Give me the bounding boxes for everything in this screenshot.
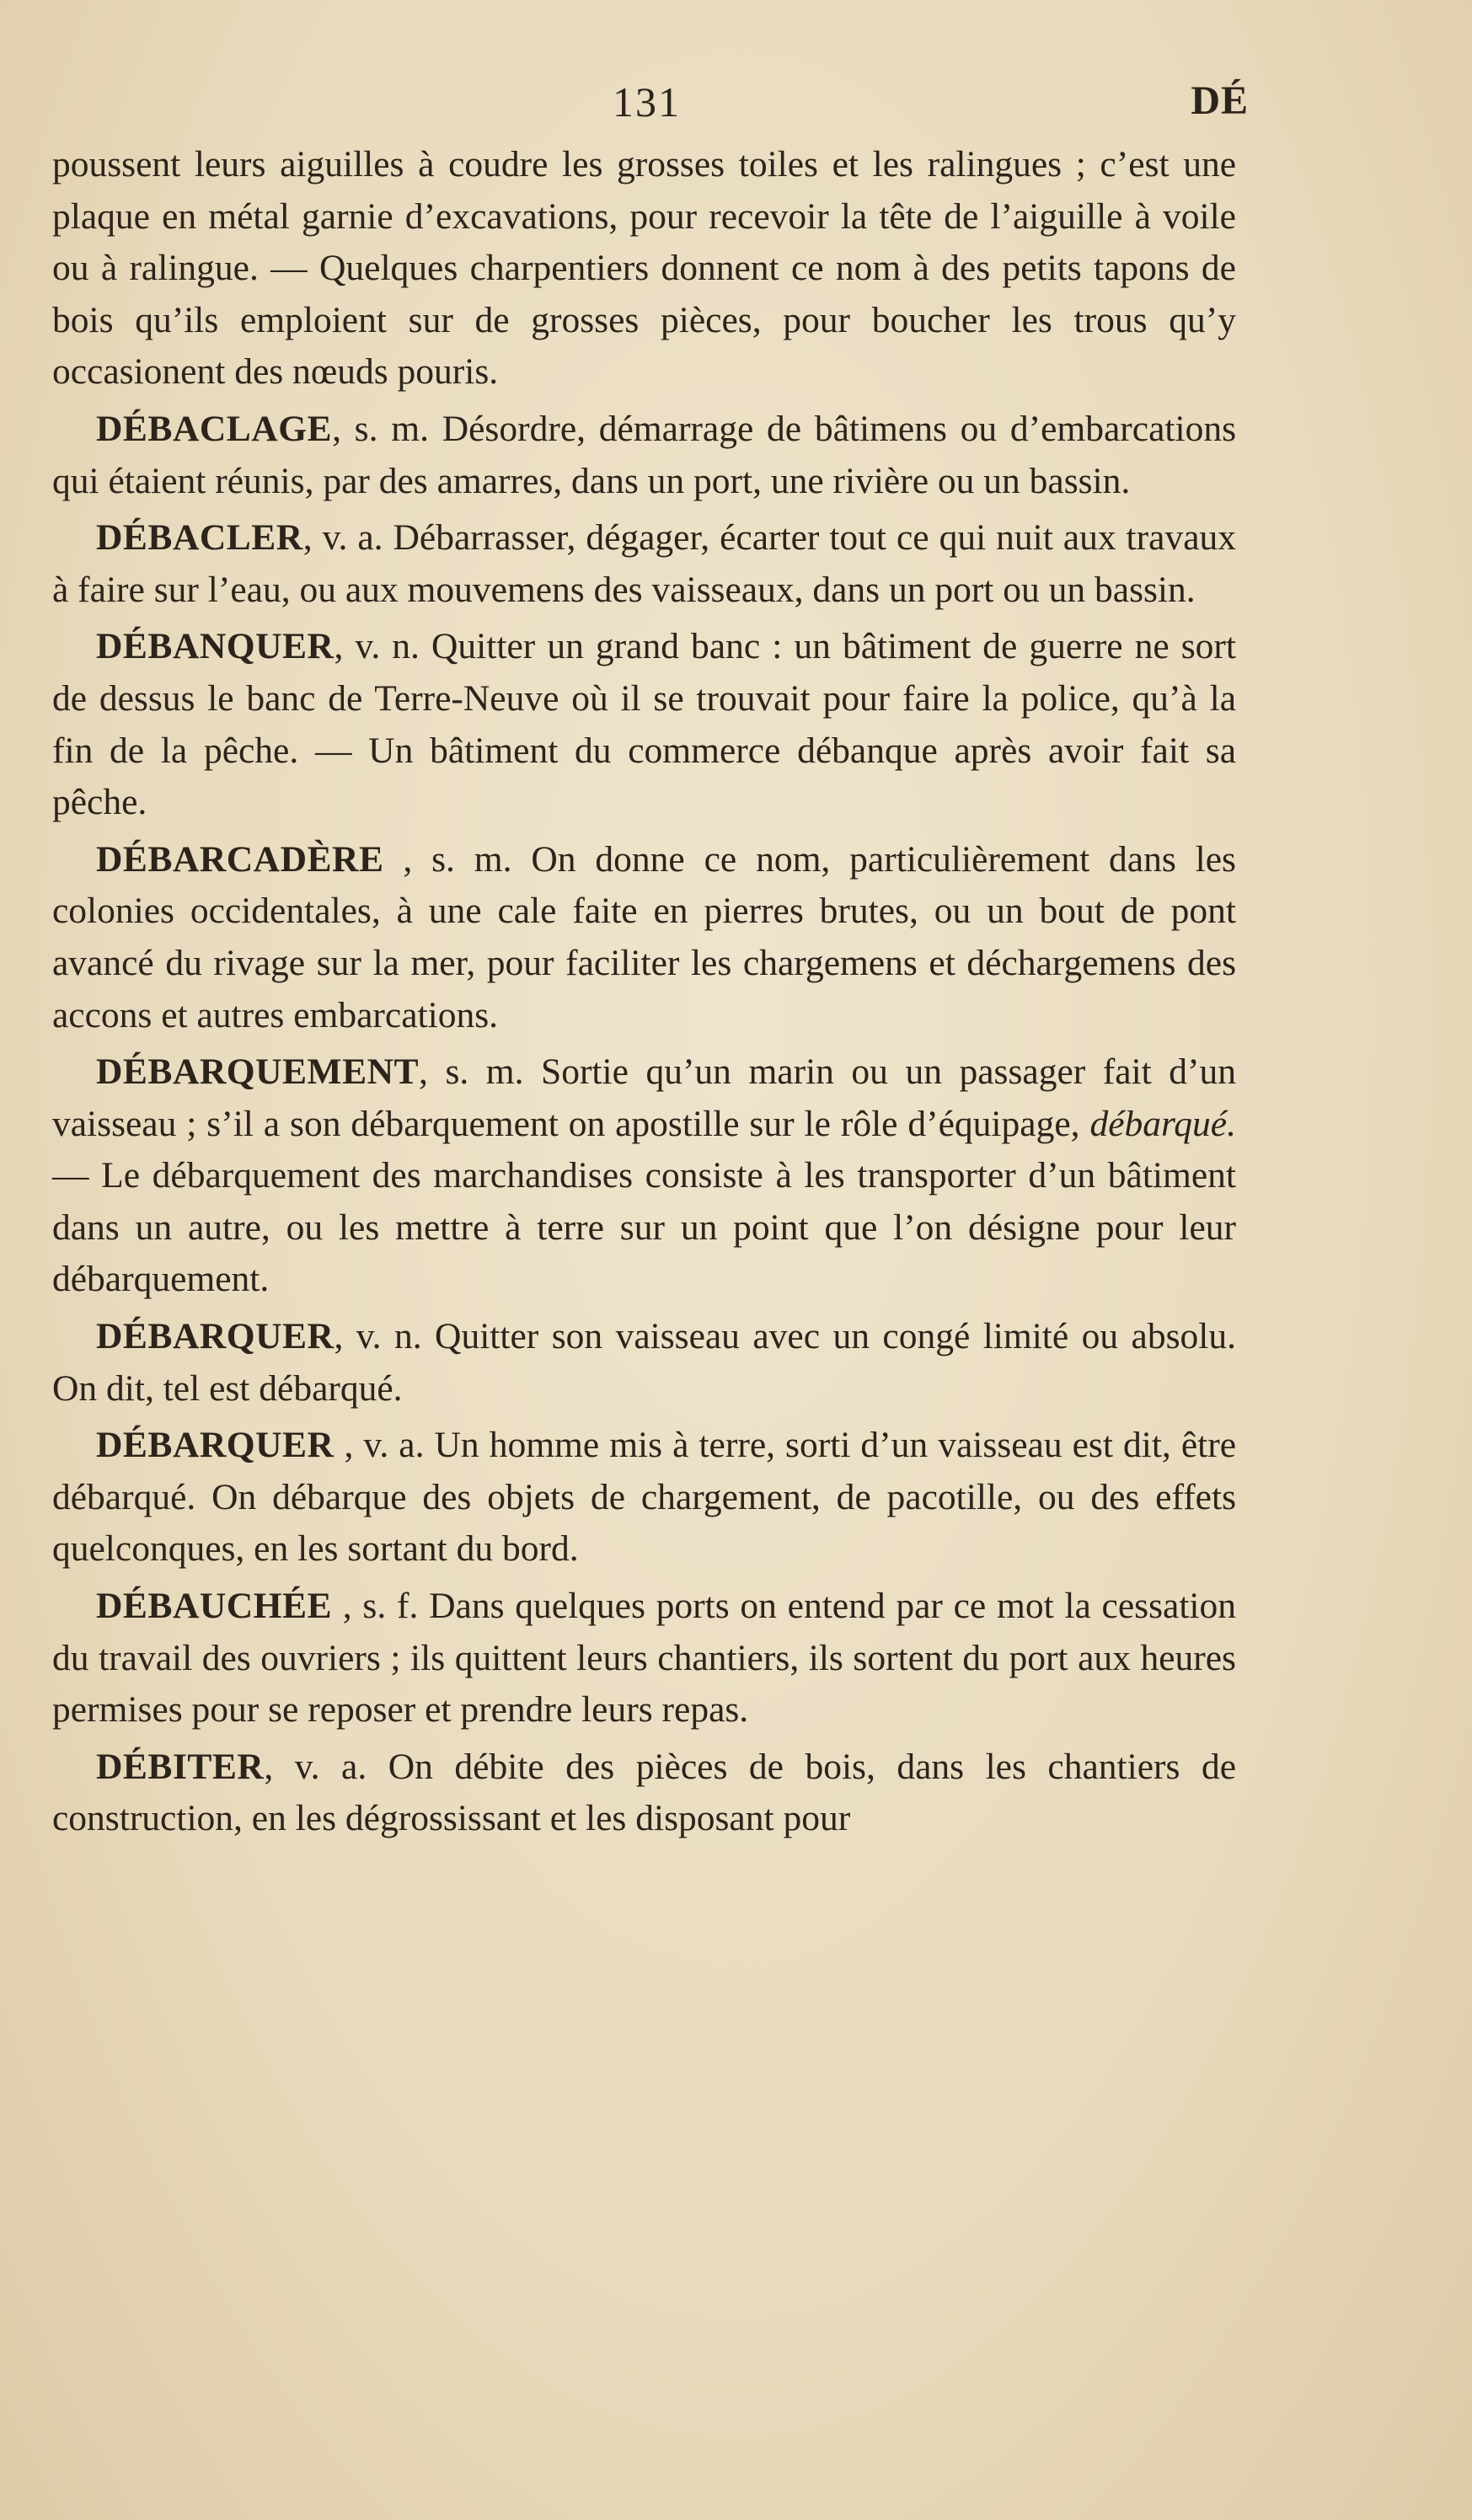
headword: DÉBARQUEMENT — [96, 1051, 420, 1093]
headword: DÉBARQUER — [96, 1425, 335, 1466]
headword: DÉBACLER — [96, 517, 303, 559]
headword: DÉBACLAGE — [96, 408, 333, 449]
continuation-paragraph: poussent leurs aiguilles à coudre les grosses toiles et les ralingues ; c’est une plaque en métal garnie d’excavations, pour recevoir la tête de l’aiguille à voile ou à ralingue. — Quelques charpentiers donnent ce nom à des petits tapons de bois qu’ils emploient sur de grosses pièces, pour boucher les trous qu’y occasionent des nœuds pouris. — [52, 144, 1236, 393]
grammar: , v. n. — [334, 626, 420, 667]
page-number: 131 — [613, 78, 681, 126]
definition: Débarrasser, dégager, écarter tout ce qui nuit aux travaux à faire sur l’eau, ou aux mouvemens des vaisseaux, dans un port ou un bassin. — [52, 517, 1236, 610]
headword: DÉBANQUER — [96, 626, 335, 667]
headword: DÉBARCADÈRE — [96, 838, 384, 880]
grammar: , v. a. — [264, 1746, 367, 1787]
grammar: , v. a. — [302, 517, 383, 559]
entry-debanquer — [52, 621, 1236, 828]
entry-debarcadere — [52, 834, 1236, 1041]
headword: DÉBAUCHÉE — [96, 1586, 333, 1627]
italic-term: débarqué. — [1089, 1103, 1236, 1144]
definition: Sortie qu’un marin ou un passager fait d’un vaisseau ; s’il a son débarquement on apostille sur le rôle d’équipage, — [52, 1051, 1236, 1144]
entry-debauchee — [52, 1581, 1236, 1736]
grammar: , s. m. — [332, 408, 429, 449]
grammar: , s. m. — [419, 1051, 524, 1093]
headword: DÉBITER — [96, 1746, 265, 1787]
definition: Quitter un grand banc : un bâtiment de guerre ne sort de dessus le banc de Terre-Neuve où il se trouvait pour faire la police, qu’à la fin de la pêche. — Un bâtiment du commerce débanque après avoir fait sa pêche. — [52, 626, 1236, 823]
entry-debarquer-va — [52, 1420, 1236, 1576]
grammar: , s. m. — [383, 838, 512, 880]
definition: Un homme mis à terre, sorti d’un vaisseau est dit, être débarqué. On débarque des objets de chargement, de pacotille, ou des effets quelconques, en les sortant du bord. — [52, 1425, 1237, 1570]
grammar: , v. a. — [334, 1425, 425, 1466]
running-head: DÉ — [1191, 78, 1249, 123]
page-body — [52, 139, 1236, 1845]
entry-debaclage — [52, 404, 1236, 507]
headword: DÉBARQUER — [96, 1316, 335, 1357]
entry-debiter — [52, 1742, 1236, 1845]
entry-debarquement — [52, 1046, 1236, 1306]
grammar: , s. f. — [332, 1586, 419, 1627]
definition: On donne ce nom, particulièrement dans les colonies occidentales, à une cale faite en pierres brutes, ou un bout de pont avancé du rivage sur la mer, pour faciliter les chargemens et déchargemens des accons et autres embarcations. — [52, 838, 1236, 1035]
grammar: , v. n. — [334, 1316, 422, 1357]
entry-debacler — [52, 512, 1236, 616]
definition: Dans quelques ports on entend par ce mot la cessation du travail des ouvriers ; ils quittent leurs chantiers, ils sortent du port aux heures permises pour se reposer et prendre leurs repas. — [52, 1586, 1236, 1731]
definition: Quitter son vaisseau avec un congé limité ou absolu. On dit, tel est débarqué. — [52, 1316, 1236, 1409]
definition-continued: — Le débarquement des marchandises consiste à les transporter d’un bâtiment dans un autre, ou les mettre à terre sur un point que l’on désigne pour leur débarquement. — [52, 1155, 1236, 1300]
page-header — [52, 78, 1249, 136]
definition: On débite des pièces de bois, dans les chantiers de construction, en les dégrossissant et les disposant pour — [52, 1746, 1237, 1839]
definition: Désordre, démarrage de bâtimens ou d’embarcations qui étaient réunis, par des amarres, dans un port, une rivière ou un bassin. — [52, 408, 1237, 501]
entry-debarquer-vn — [52, 1311, 1236, 1415]
